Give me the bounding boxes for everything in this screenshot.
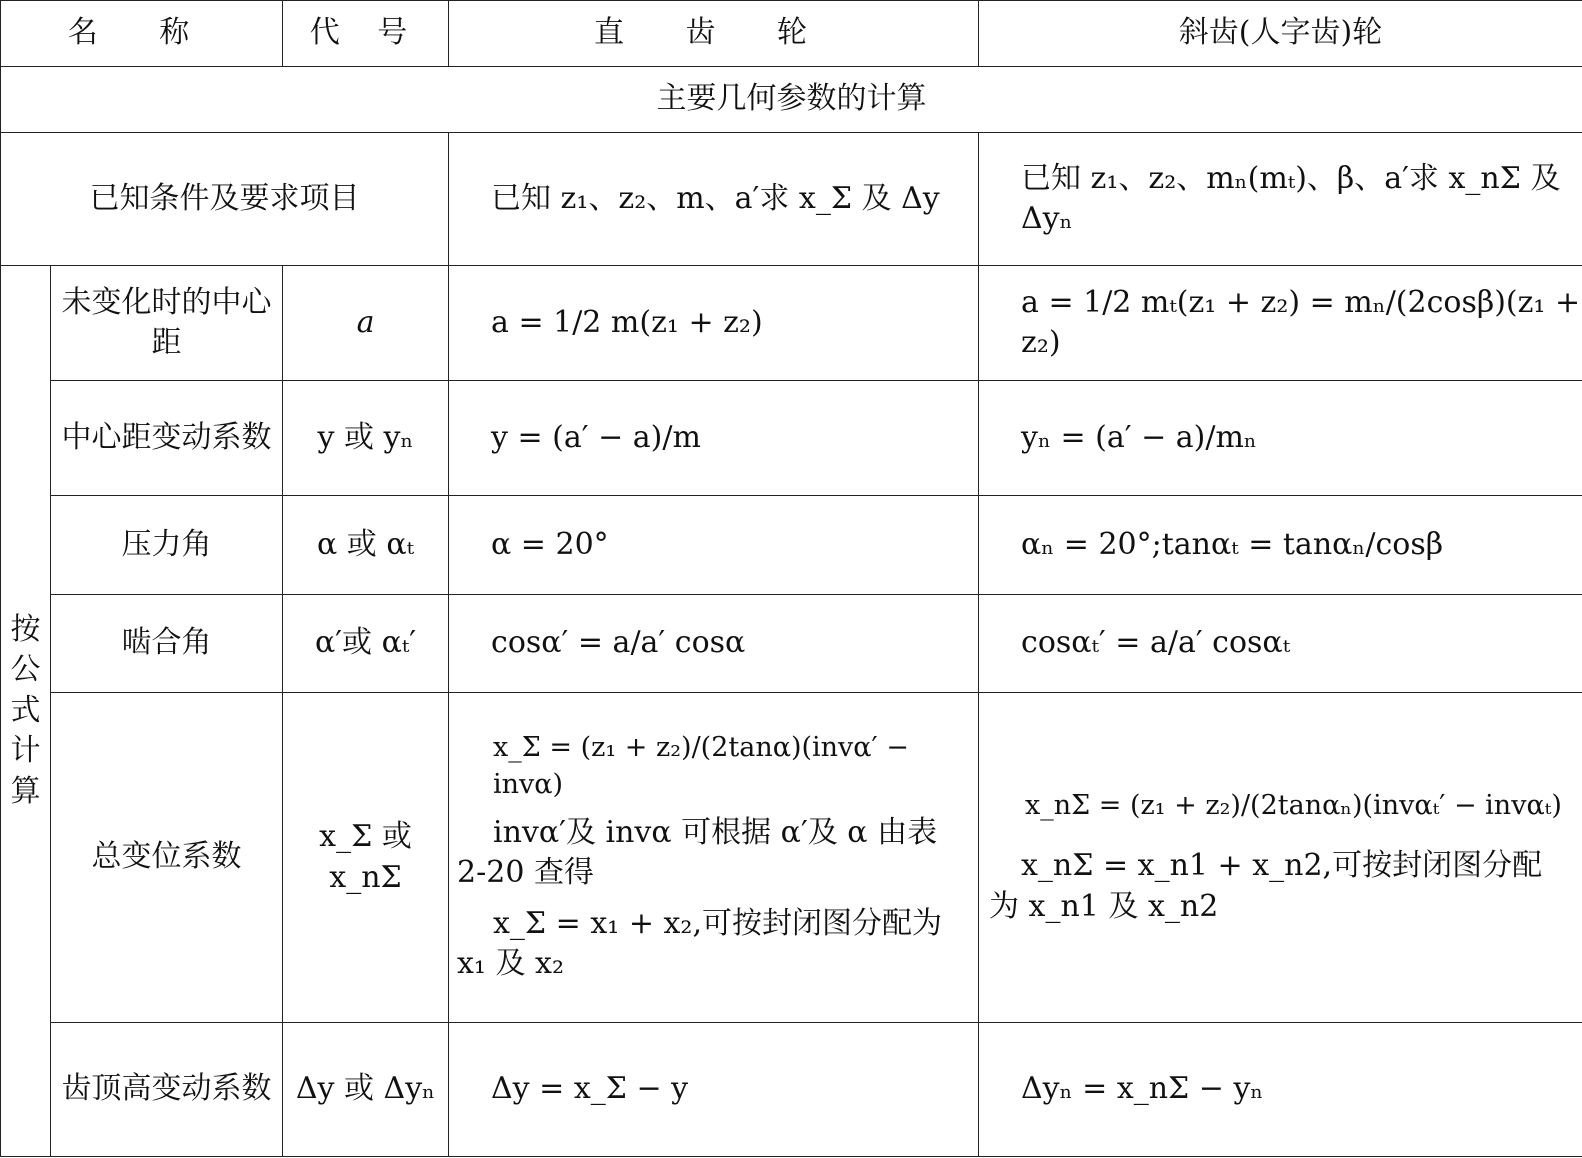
- name-meshing-angle: 啮合角: [51, 595, 283, 693]
- code-meshing-angle: α′或 αₜ′: [283, 595, 449, 693]
- note-helical-distribution: x_nΣ = x_n1 + x_n2,可按封闭图分配为 x_n1 及 x_n2: [989, 848, 1543, 924]
- spur-addendum-change: [449, 1023, 979, 1157]
- code-pressure-angle: α 或 αₜ: [283, 496, 449, 595]
- formula-helical-alpha: αₙ = 20°;tanαₜ = tanαₙ/cosβ: [1021, 526, 1444, 562]
- header-helical-gear: 斜齿(人字齿)轮: [979, 1, 1582, 67]
- code-addendum-change: Δy 或 Δyₙ: [283, 1023, 449, 1157]
- known-conditions-spur: [449, 133, 979, 266]
- row-total-modification: [1, 693, 1582, 1023]
- side-char-3: 式: [10, 692, 41, 728]
- name-center-distance: 未变化时的中心距: [51, 266, 283, 381]
- helical-total-modification: [979, 693, 1582, 1023]
- formula-helical-yn: yₙ = (a′ − a)/mₙ: [1021, 419, 1257, 455]
- name-center-distance-coefficient: 中心距变动系数: [51, 381, 283, 496]
- spur-center-distance: [449, 266, 979, 381]
- side-char-5: 算: [10, 773, 41, 809]
- header-name: 名 称: [1, 1, 283, 67]
- known-conditions-label: 已知条件及要求项目: [1, 133, 449, 266]
- header-code: 代 号: [283, 1, 449, 67]
- name-addendum-change: 齿顶高变动系数: [51, 1023, 283, 1157]
- side-char-2: 公: [10, 652, 41, 688]
- side-char-4: 计: [10, 733, 41, 769]
- section-title: 主要几何参数的计算: [1, 67, 1582, 133]
- side-label-formula-calc: [1, 266, 51, 1157]
- name-pressure-angle: 压力角: [51, 496, 283, 595]
- formula-helical-delta-yn: Δyₙ = x_nΣ − yₙ: [1021, 1071, 1264, 1107]
- spur-center-distance-coefficient: [449, 381, 979, 496]
- row-center-distance-coefficient: [1, 381, 1582, 496]
- code-center-distance: [283, 266, 449, 381]
- formula-spur-x-sum: x_Σ = (z₁ + z₂)/(2tanα)(invα′ − invα): [493, 732, 909, 800]
- formula-helical-x-sum: x_nΣ = (z₁ + z₂)/(2tanαₙ)(invαₜ′ − invαₜ): [1025, 789, 1562, 821]
- spur-total-modification: [449, 693, 979, 1023]
- header-row: [1, 1, 1582, 67]
- note-spur-distribution: x_Σ = x₁ + x₂,可按封闭图分配为 x₁ 及 x₂: [457, 905, 942, 982]
- known-conditions-helical: [979, 133, 1582, 266]
- row-pressure-angle: [1, 496, 1582, 595]
- formula-spur-center-distance: a = 1/2 m(z₁ + z₂): [491, 304, 763, 340]
- formula-spur-alpha: α = 20°: [491, 526, 609, 562]
- code-center-distance-coefficient: y 或 yₙ: [283, 381, 449, 496]
- name-total-modification: 总变位系数: [51, 693, 283, 1023]
- helical-center-distance-coefficient: [979, 381, 1582, 496]
- row-addendum-change: [1, 1023, 1582, 1157]
- formula-spur-y: y = (a′ − a)/m: [491, 419, 701, 455]
- row-center-distance: [1, 266, 1582, 381]
- known-conditions-row: [1, 133, 1582, 266]
- code-a: a: [356, 304, 375, 340]
- section-row: [1, 67, 1582, 133]
- known-helical-text: 已知 z₁、z₂、mₙ(mₜ)、β、a′求 x_nΣ 及 Δyₙ: [1021, 160, 1561, 236]
- header-spur-gear: 直 齿 轮: [449, 1, 979, 67]
- side-char-1: 按: [10, 611, 41, 647]
- known-spur-text: 已知 z₁、z₂、m、a′求 x_Σ 及 Δy: [491, 180, 940, 216]
- note-spur-inv-table: invα′及 invα 可根据 α′及 α 由表 2-20 查得: [457, 814, 938, 891]
- spur-meshing-angle: [449, 595, 979, 693]
- formula-helical-center-distance: a = 1/2 mₜ(z₁ + z₂) = mₙ/(2cosβ)(z₁ + z₂): [1021, 284, 1581, 360]
- code-total-modification: x_Σ 或 x_nΣ: [283, 693, 449, 1023]
- formula-spur-cos-alpha: cosα′ = a/a′ cosα: [491, 625, 746, 661]
- helical-addendum-change: [979, 1023, 1582, 1157]
- helical-center-distance: [979, 266, 1582, 381]
- spur-pressure-angle: [449, 496, 979, 595]
- row-meshing-angle: [1, 595, 1582, 693]
- formula-helical-cos-alpha: cosαₜ′ = a/a′ cosαₜ: [1021, 625, 1291, 661]
- formula-spur-delta-y: Δy = x_Σ − y: [491, 1071, 689, 1107]
- helical-pressure-angle: [979, 496, 1582, 595]
- helical-meshing-angle: [979, 595, 1582, 693]
